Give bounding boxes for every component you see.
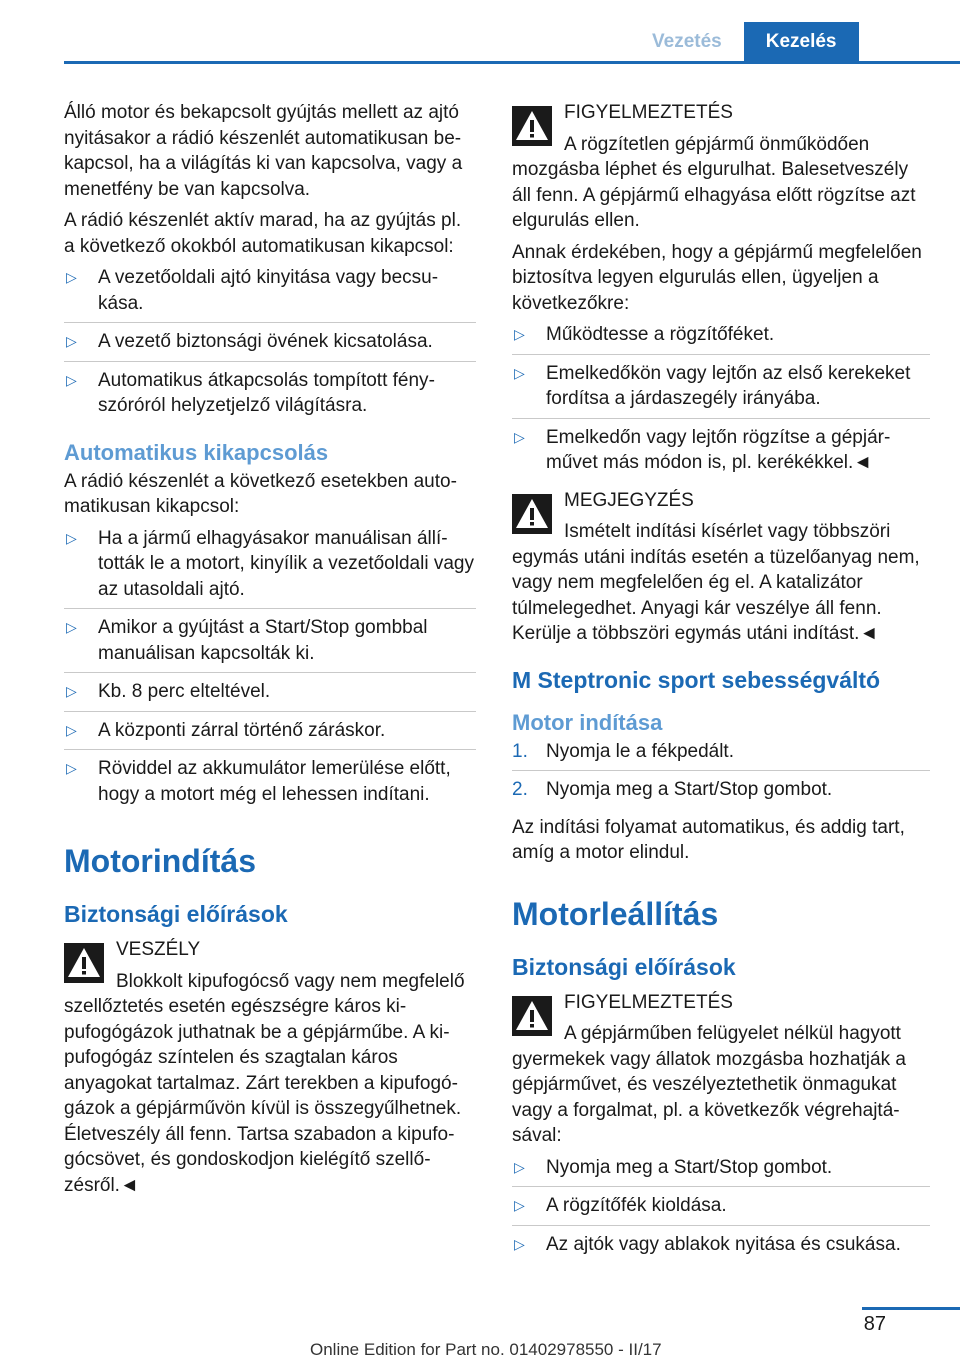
left-column (64, 100, 476, 1204)
page-number: 87 (863, 1313, 886, 1335)
danger-text: Blokkolt kipufogócső vagy nem megfelelő szellőztetés esetén egészségre káros kipufogógázok juthatnak be a gépjárműbe. A kipufogógáz színtelen és szagtalan káros anyagokat tartalmaz. Zárt terekben a kipufogógázok a gépjárművön kívül is összegyűlhetnek. Életveszély áll fenn. Tartsa szabadon a kipufogócsövet, és gondoskodjon kielégítő szellőzésről.◄ (64, 970, 465, 1196)
list-item-text: A központi zárral történő záráskor. (98, 719, 386, 741)
note-title: MEGJEGYZÉS (564, 489, 694, 511)
list-item-text: Működtesse a rögzítőféket. (546, 324, 775, 345)
footer-rule (862, 1307, 960, 1310)
triangle-bullet-icon: ▷ (514, 428, 525, 445)
triangle-bullet-icon: ▷ (66, 333, 77, 349)
list-item (64, 718, 476, 751)
list-item (512, 739, 930, 772)
subsection-heading: Motor indítása (512, 709, 663, 735)
paragraph: Az indítási folyamat automatikus, és addig tart, amíg a motor elindul. (512, 816, 905, 863)
list-item (64, 526, 476, 610)
bullet-list (64, 265, 476, 425)
section-heading: M Steptronic sport sebességváltó (512, 666, 881, 693)
list-item-text: Nyomja meg a Start/Stop gombot. (546, 1156, 833, 1178)
list-item (64, 756, 476, 813)
triangle-bullet-icon: ▷ (66, 371, 77, 388)
triangle-bullet-icon: ▷ (514, 1197, 525, 1213)
warning-text: A gépjárműben felügyelet nélkül hagyott gyermekek vagy állatok mozgásba hozhatják a gépjárművet, és veszélyeztethetik önmagukat vagy a forgalmat, pl. a következők végrehajtásával: (512, 1023, 906, 1146)
list-item (64, 329, 476, 362)
list-item (64, 265, 476, 323)
list-item-text: Kb. 8 perc elteltével. (98, 681, 271, 702)
step-number: 1. (512, 740, 528, 762)
list-item-text: Nyomja meg a Start/Stop gombot. (546, 779, 833, 800)
chapter-heading: Motorindítás (64, 843, 256, 879)
list-item-text: Automatikus átkapcsolás tompított fényszóróról helyzetjelző világításra. (98, 369, 435, 416)
list-item (512, 322, 930, 355)
section-heading: Biztonsági előírások (64, 901, 288, 927)
warning-title: FIGYELMEZTETÉS (564, 991, 733, 1013)
paragraph: Annak érdekében, hogy a gépjármű megfelelően biztosítva legyen elgurulás ellen, ügyeljen a következőkre: (512, 241, 922, 314)
paragraph: Álló motor és bekapcsolt gyújtás mellett az ajtó nyitásakor a rádió készenlét automatikusan bekapcsol, ha a világítás ki van kapcsolva, vagy a menetfény be van kapcsolva. (64, 102, 463, 200)
note-text: Ismételt indítási kísérlet vagy többszöri egymás utáni indítás esetén a tüzelőanyag nem, vagy nem megfelelően ég el. A katalizátor túlmelegedhet. Anyagi kár veszélye áll fenn. Kerülje a többszöri egymás utáni indítást.◄ (512, 521, 920, 644)
list-item-text: A vezetőoldali ajtó kinyitása vagy becsukása. (98, 267, 439, 314)
triangle-bullet-icon: ▷ (66, 269, 77, 285)
list-item (512, 361, 930, 419)
triangle-bullet-icon: ▷ (66, 529, 77, 546)
list-item (512, 425, 930, 482)
danger-notice (64, 937, 476, 1198)
list-item-text: Ha a jármű elhagyásakor manuálisan állították le a motort, kinyílik a vezetőoldali vagy az utasoldali ajtó. (98, 527, 474, 600)
header-tabs (630, 22, 859, 62)
list-item (512, 1232, 930, 1264)
chapter-heading: Motorleállítás (512, 895, 719, 932)
list-item-text: Emelkedőn vagy lejtőn rögzítse a gépjárművet más módon is, pl. kerékékkel.◄ (546, 426, 891, 473)
list-item-text: Röviddel az akkumulátor lemerülése előtt, hogy a motort még el lehessen indítani. (98, 758, 451, 805)
paragraph: A rádió készenlét a következő esetekben automatikusan kikapcsol: (64, 470, 457, 517)
bullet-list (512, 322, 930, 482)
bullet-list (512, 1155, 930, 1264)
warning-triangle-icon (512, 106, 552, 146)
list-item-text: Emelkedőkön vagy lejtőn az első kerekeket fordítsa a járdaszegély irányába. (546, 362, 911, 409)
danger-title: VESZÉLY (116, 939, 201, 960)
list-item-text: A vezető biztonsági övének kicsatolása. (98, 331, 433, 352)
tab-kezeles[interactable]: Kezelés (744, 22, 859, 62)
triangle-bullet-icon: ▷ (514, 1235, 525, 1252)
triangle-bullet-icon: ▷ (514, 326, 525, 342)
warning-notice (512, 990, 930, 1149)
numbered-list (512, 739, 930, 809)
paragraph: A rádió készenlét aktív marad, ha az gyújtás pl. a következő okokból automatikusan kikapcsol: (64, 210, 462, 257)
list-item (64, 679, 476, 712)
list-item-text: Nyomja le a fékpedált. (546, 740, 734, 762)
step-number: 2. (512, 779, 528, 800)
tab-vezetes[interactable]: Vezetés (652, 31, 722, 52)
list-item (512, 1155, 930, 1188)
triangle-bullet-icon: ▷ (66, 760, 77, 776)
note-notice (512, 488, 930, 647)
warning-notice (512, 100, 930, 234)
right-column (512, 100, 930, 1269)
section-heading: Automatikus kikapcsolás (64, 439, 329, 465)
list-item (64, 368, 476, 425)
warning-triangle-icon (512, 996, 552, 1036)
triangle-bullet-icon: ▷ (66, 619, 77, 635)
list-item-text: Az ajtók vagy ablakok nyitása és csukása. (546, 1233, 901, 1255)
triangle-bullet-icon: ▷ (66, 683, 77, 699)
triangle-bullet-icon: ▷ (66, 721, 77, 738)
header-rule (64, 61, 960, 64)
warning-triangle-icon (64, 943, 104, 983)
footer-edition: Online Edition for Part no. 01402978550 - II/17 (310, 1340, 662, 1359)
warning-text: A rögzítetlen gépjármű önműködően mozgásba léphet és elgurulhat. Balesetveszély áll fenn. A gépjármű elhagyása előtt rögzítse azt elgurulás ellen. (512, 133, 916, 231)
list-item (64, 615, 476, 673)
list-item (512, 1193, 930, 1226)
section-heading: Biztonsági előírások (512, 953, 736, 980)
bullet-list (64, 526, 476, 814)
warning-triangle-icon (512, 494, 552, 534)
triangle-bullet-icon: ▷ (514, 364, 525, 381)
warning-title: FIGYELMEZTETÉS (564, 102, 733, 123)
list-item-text: Amikor a gyújtást a Start/Stop gombbal manuálisan kapcsolták ki. (98, 617, 428, 664)
list-item (512, 777, 930, 809)
list-item-text: A rögzítőfék kioldása. (546, 1195, 727, 1216)
triangle-bullet-icon: ▷ (514, 1158, 525, 1175)
